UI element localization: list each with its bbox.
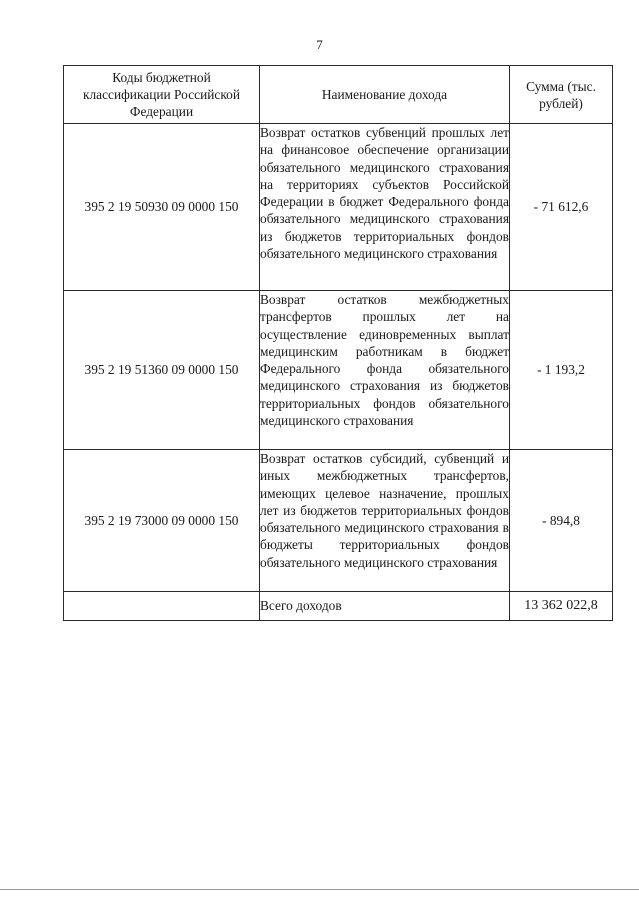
table-row: [64, 291, 613, 450]
table-row: [64, 450, 613, 592]
budget-code-cell: 395 2 19 51360 09 0000 150: [64, 291, 260, 450]
header-budget-code: Коды бюджетной классификации Российской Федерации: [64, 66, 260, 124]
revenue-name-cell: Возврат остатков межбюджетных трансфертов прошлых лет на осуществление единовременных выплат медицинским работникам в бюджет Федерального фонда обязательного медицинского страхования из бюджетов территориальных фондов обязательного медицинского страхования: [260, 291, 510, 450]
budget-revenue-table: [63, 65, 613, 621]
total-empty-cell: [64, 592, 260, 621]
amount-cell: - 894,8: [510, 450, 613, 592]
amount-cell: - 1 193,2: [510, 291, 613, 450]
page-number: 7: [316, 37, 323, 52]
header-revenue-name: Наименование дохода: [260, 66, 510, 124]
total-amount: 13 362 022,8: [510, 592, 613, 621]
table-header-row: [64, 66, 613, 124]
bottom-divider: [0, 889, 639, 890]
revenue-name-cell: Возврат остатков субсидий, субвенций и иных межбюджетных трансфертов, имеющих целевое назначение, прошлых лет из бюджетов территориальных фондов обязательного медицинского страхования в бюджеты территориальных фондов обязательного медицинского страхования: [260, 450, 510, 592]
total-label: Всего доходов: [260, 592, 510, 621]
table-row: [64, 124, 613, 291]
revenue-name-cell: Возврат остатков субвенций прошлых лет на финансовое обеспечение организации обязательного медицинского страхования на территориях субъектов Российской Федерации в бюджет Федерального фонда обязательного медицинского страхования из бюджетов территориальных фондов обязательного медицинского страхования: [260, 124, 510, 291]
total-row: [64, 592, 613, 621]
header-amount: Сумма (тыс. рублей): [510, 66, 613, 124]
amount-cell: - 71 612,6: [510, 124, 613, 291]
budget-code-cell: 395 2 19 73000 09 0000 150: [64, 450, 260, 592]
budget-code-cell: 395 2 19 50930 09 0000 150: [64, 124, 260, 291]
